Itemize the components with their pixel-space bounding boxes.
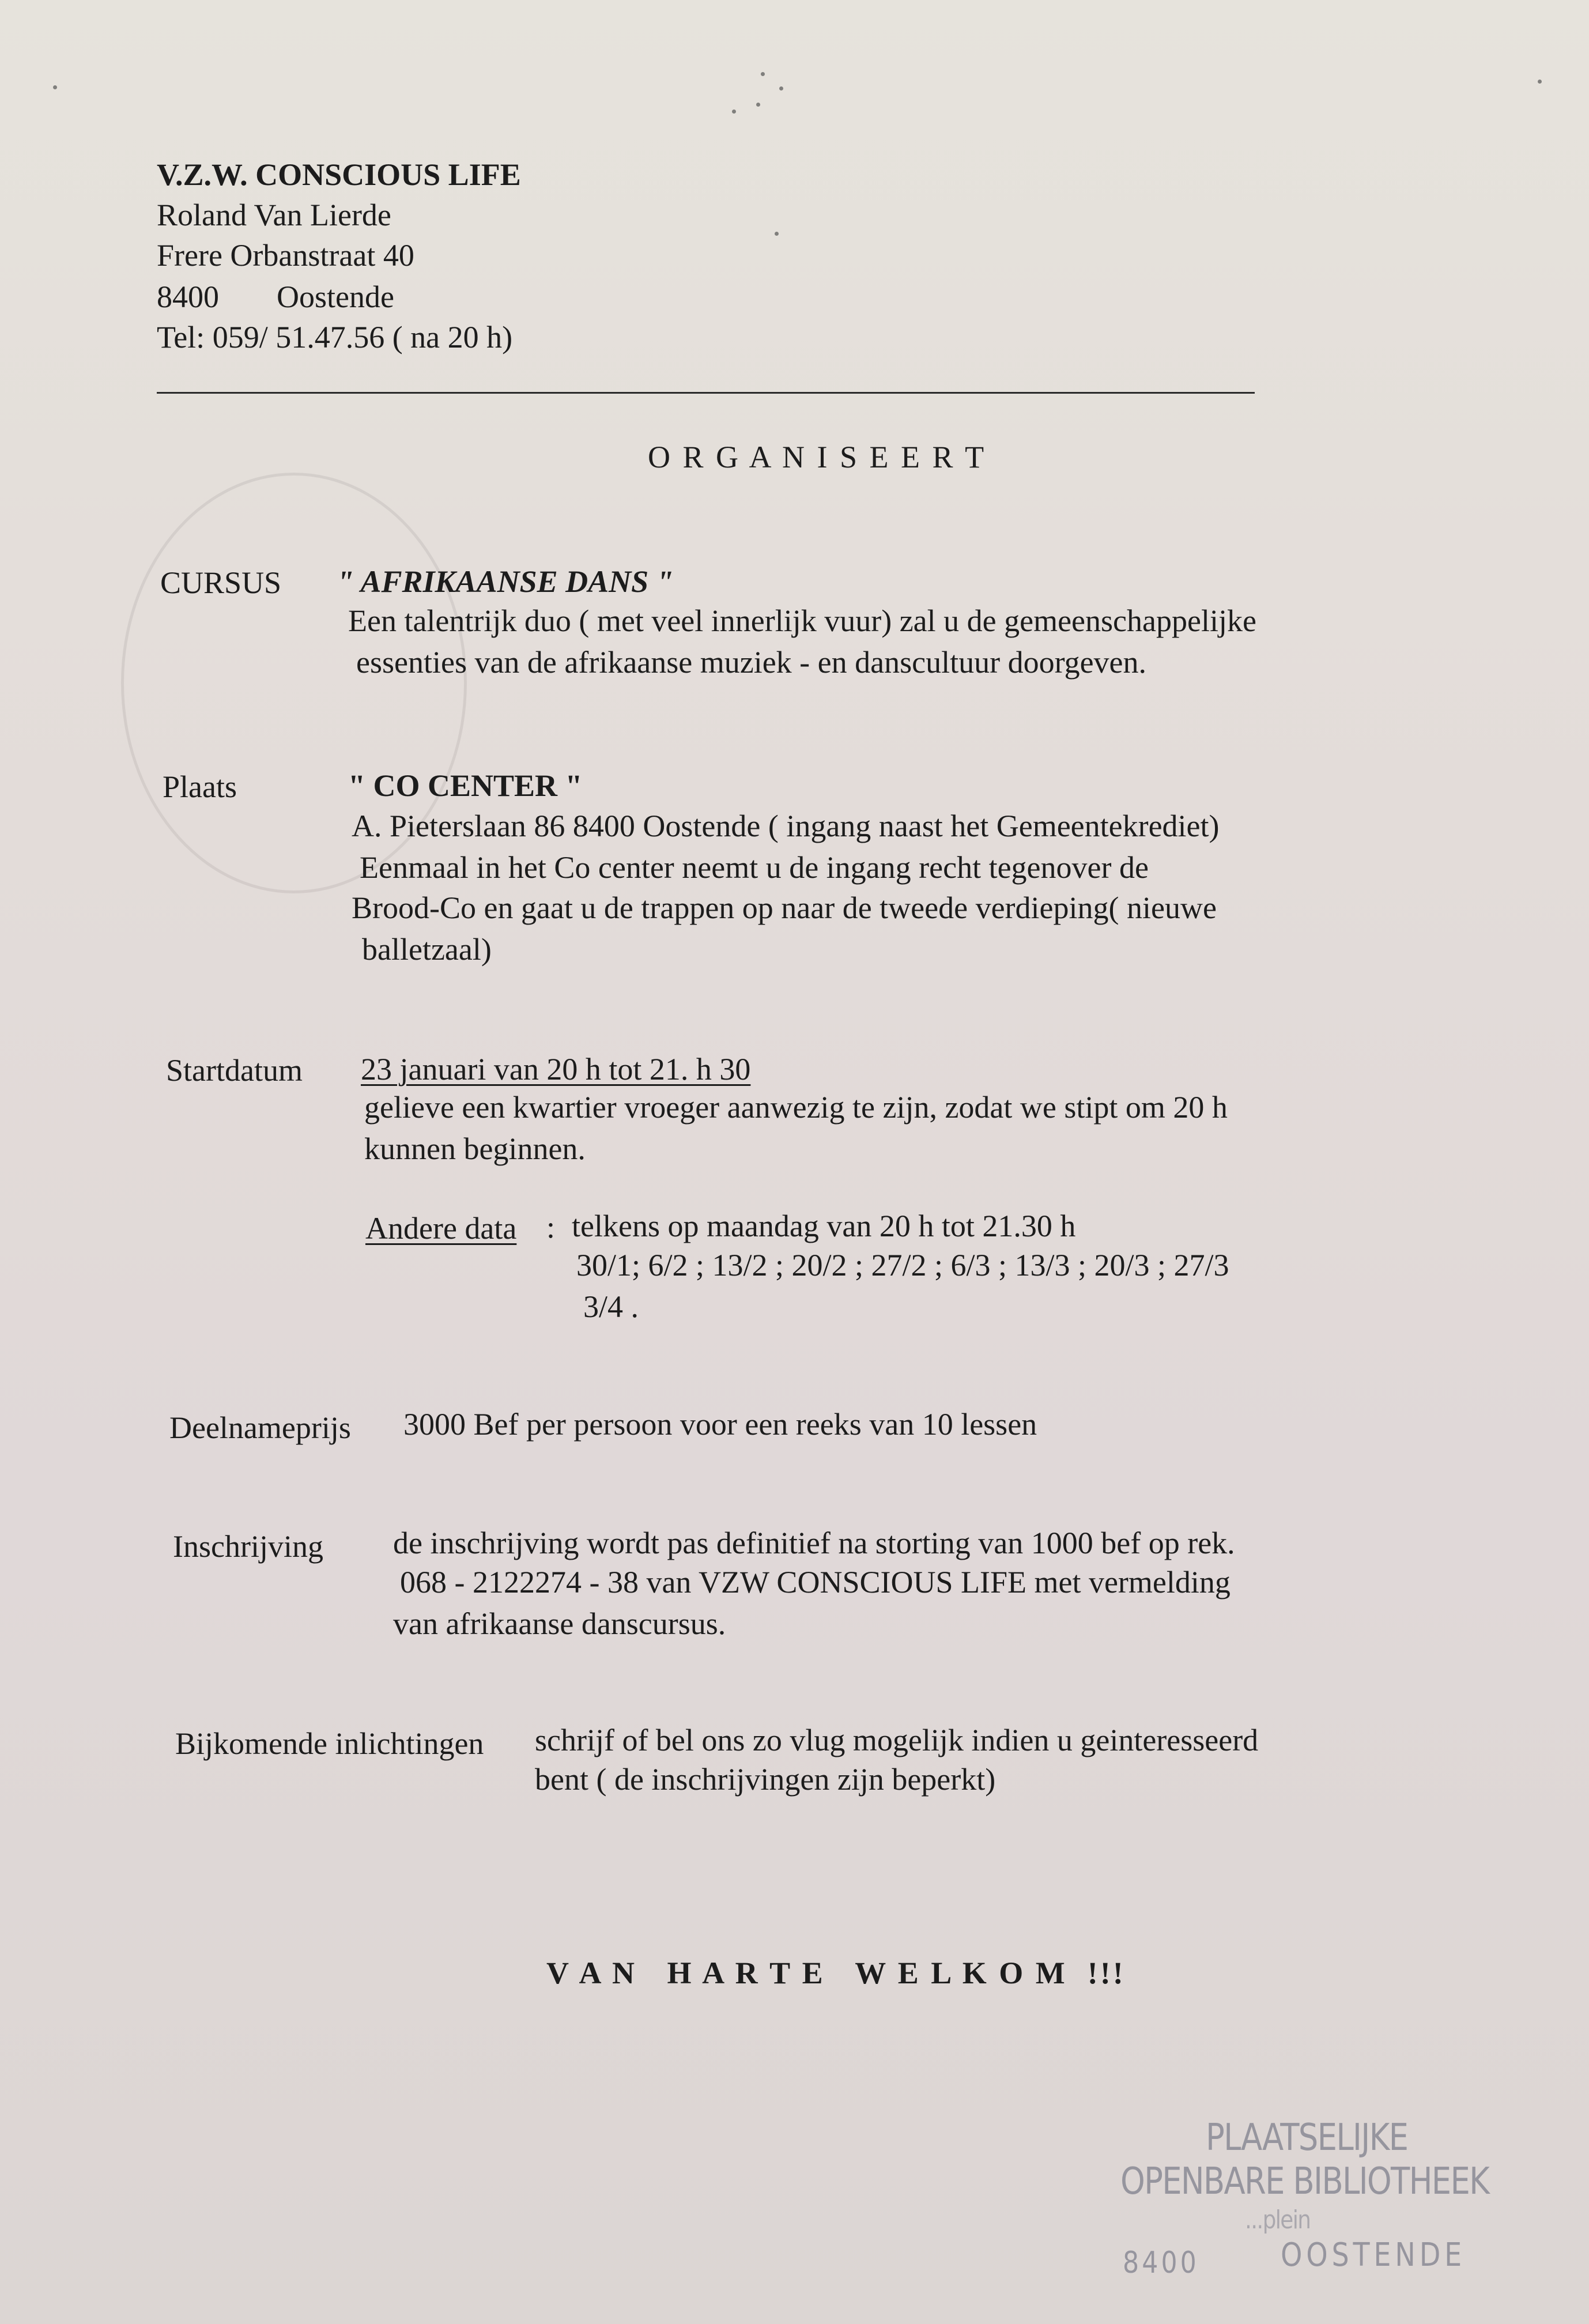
organiseert-heading: O R G A N I S E E R T <box>648 440 987 474</box>
registration-line: van afrikaanse danscursus. <box>393 1606 726 1641</box>
phone-number: Tel: 059/ 51.47.56 ( na 20 h) <box>157 320 513 354</box>
city: Oostende <box>277 280 394 314</box>
start-note-line: gelieve een kwartier vroeger aanwezig te zijn, zodat we stipt om 20 h <box>364 1090 1228 1125</box>
postcode: 8400 <box>157 280 219 314</box>
info-line: bent ( de inschrijvingen zijn beperkt) <box>535 1762 996 1797</box>
course-description-line: Een talentrijk duo ( met veel innerlijk vuur) zal u de gemeenschappelijke <box>348 603 1256 638</box>
start-date-label: Startdatum <box>166 1053 303 1088</box>
library-stamp-city: OOSTENDE <box>1281 2236 1466 2274</box>
other-dates-label: Andere data <box>365 1211 517 1246</box>
library-stamp-line: OPENBARE BIBLIOTHEEK <box>1120 2160 1489 2203</box>
library-stamp-postcode: 8400 <box>1123 2246 1199 2280</box>
price-text: 3000 Bef per persoon voor een reeks van 10 lessen <box>403 1407 1037 1442</box>
contact-name: Roland Van Lierde <box>157 198 391 232</box>
registration-label: Inschrijving <box>173 1529 323 1564</box>
registration-line: de inschrijving wordt pas definitief na storting van 1000 bef op rek. <box>393 1526 1235 1560</box>
other-dates-colon: : <box>546 1210 556 1244</box>
paper-speck <box>53 85 57 89</box>
course-title: " AFRIKAANSE DANS " <box>337 564 674 599</box>
org-name: V.Z.W. CONSCIOUS LIFE <box>157 157 521 192</box>
welcome-message: V A N H A R T E W E L K O M !!! <box>546 1956 1126 1990</box>
course-label: CURSUS <box>160 565 282 600</box>
place-label: Plaats <box>163 769 237 804</box>
library-stamp-line: PLAATSELIJKE <box>1206 2116 1408 2159</box>
place-name: " CO CENTER " <box>348 768 583 803</box>
other-dates-list: 3/4 . <box>583 1289 639 1324</box>
paper-speck <box>779 86 783 90</box>
other-dates-list: 30/1; 6/2 ; 13/2 ; 20/2 ; 27/2 ; 6/3 ; 13/3 ; 20/3 ; 27/3 <box>576 1248 1229 1282</box>
start-date: 23 januari van 20 h tot 21. h 30 <box>361 1052 751 1086</box>
paper-speck <box>761 72 765 76</box>
place-directions-line: Eenmaal in het Co center neemt u de ingang recht tegenover de <box>360 850 1149 885</box>
paper-speck <box>775 232 779 236</box>
place-address-line: A. Pieterslaan 86 8400 Oostende ( ingang naast het Gemeentekrediet) <box>352 809 1220 843</box>
course-description-line: essenties van de afrikaanse muziek - en danscultuur doorgeven. <box>356 645 1147 680</box>
start-note-line: kunnen beginnen. <box>364 1131 586 1166</box>
info-line: schrijf of bel ons zo vlug mogelijk indien u geinteresseerd <box>535 1723 1259 1757</box>
library-stamp-line: ...plein <box>1245 2205 1311 2235</box>
place-directions-line: balletzaal) <box>362 932 492 967</box>
price-label: Deelnameprijs <box>169 1410 351 1445</box>
info-label: Bijkomende inlichtingen <box>175 1726 484 1761</box>
place-directions-line: Brood-Co en gaat u de trappen op naar de tweede verdieping( nieuwe <box>352 891 1217 925</box>
paper-speck <box>756 103 760 107</box>
paper-speck <box>732 110 736 114</box>
paper-speck <box>1538 80 1542 84</box>
other-dates-line: telkens op maandag van 20 h tot 21.30 h <box>572 1209 1076 1243</box>
header-divider <box>157 392 1255 394</box>
street-address: Frere Orbanstraat 40 <box>157 238 414 273</box>
registration-account-line: 068 - 2122274 - 38 van VZW CONSCIOUS LIFE met vermelding <box>400 1565 1231 1599</box>
